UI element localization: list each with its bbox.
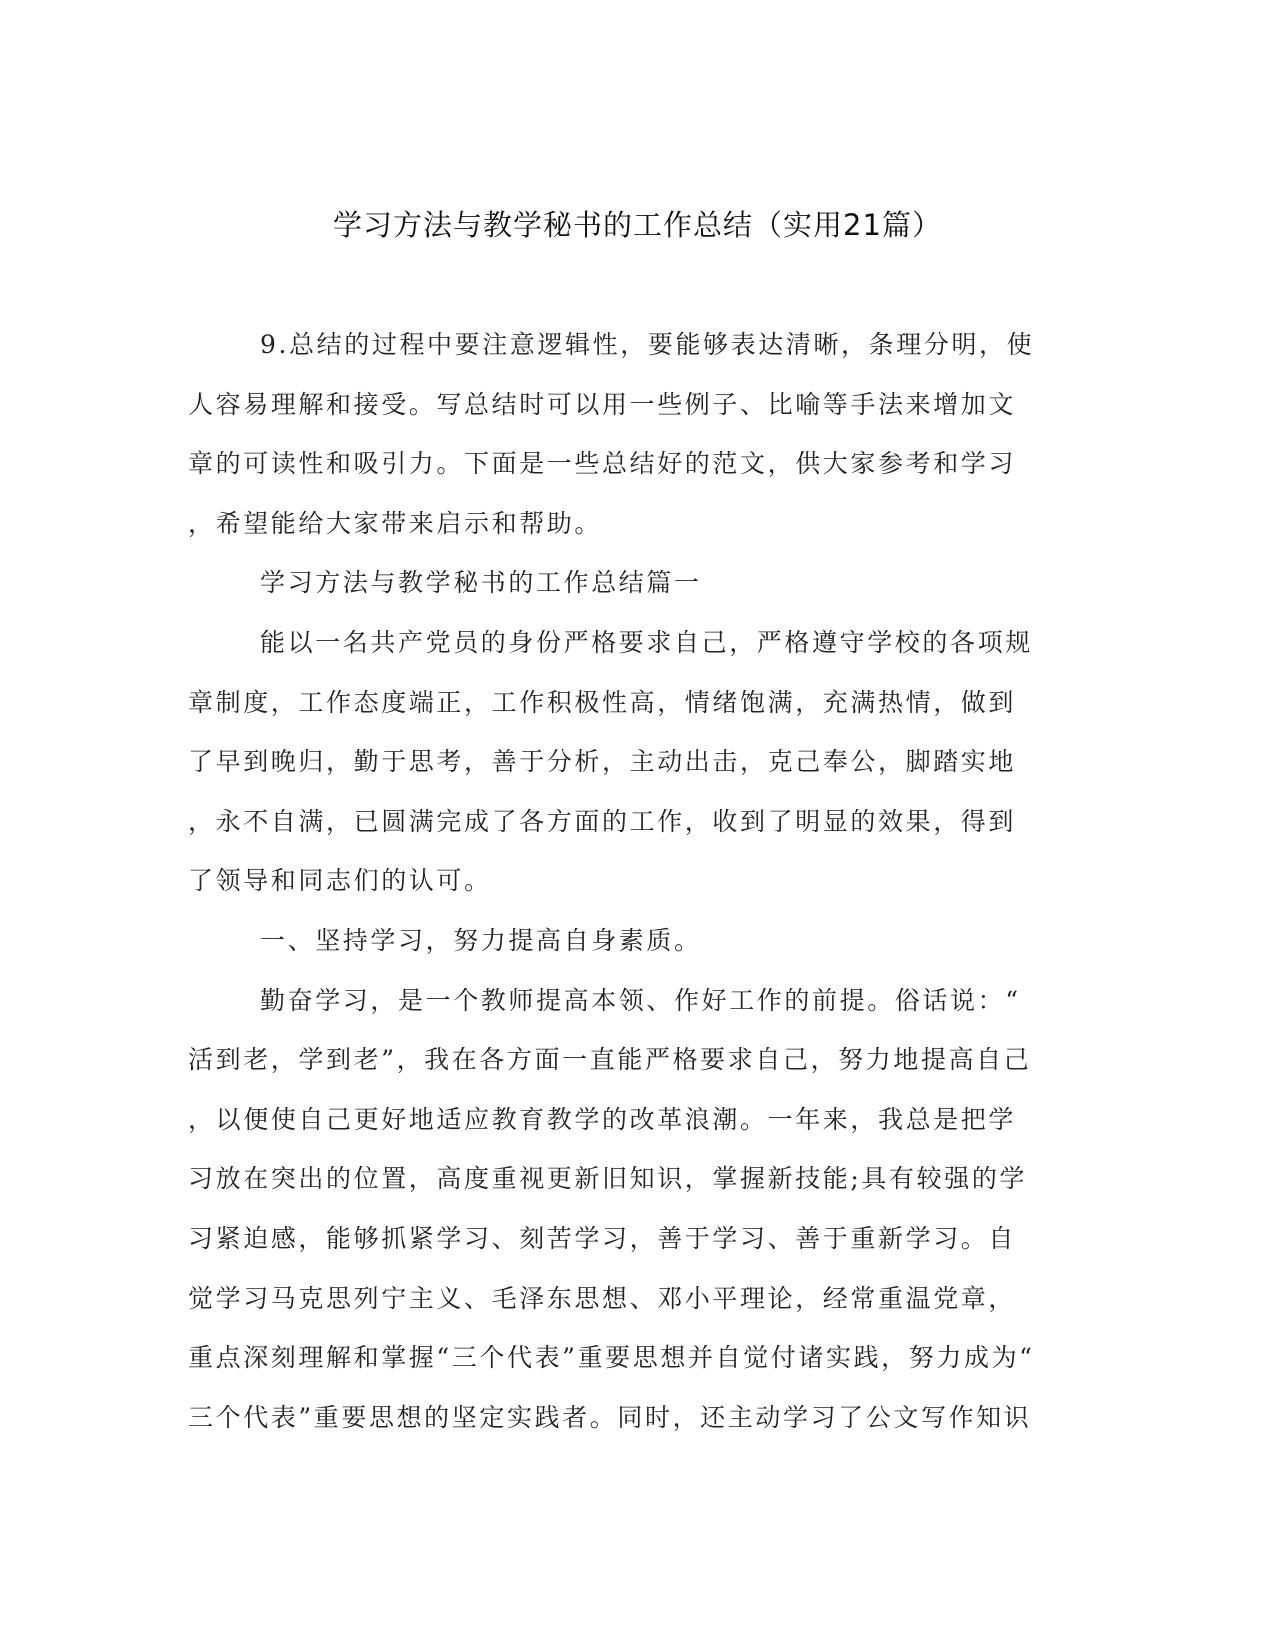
body-line: 章的可读性和吸引力。下面是一些总结好的范文，供大家参考和学习 [188,449,1017,479]
body-line: ，以便使自己更好地适应教育教学的改革浪潮。一年来，我总是把学 [188,1104,1017,1134]
body-line: 活到老，学到老”，我在各方面一直能严格要求自己，努力地提高自己 [188,1045,1032,1075]
body-line: 勤奋学习，是一个教师提高本领、作好工作的前提。俗话说：“ [260,985,1021,1015]
body-line: 能以一名共产党员的身份严格要求自己，严格遵守学校的各项规 [260,627,1033,657]
body-line: ，希望能给大家带来启示和帮助。 [188,508,603,538]
body-line: 学习方法与教学秘书的工作总结篇一 [260,568,702,598]
body-line: 觉学习马克思列宁主义、毛泽东思想、邓小平理论，经常重温党章， [188,1283,1017,1313]
body-line: 了早到晚归，勤于思考，善于分析，主动出击，克己奉公，脚踏实地 [188,747,1017,777]
body-line: ，永不自满，已圆满完成了各方面的工作，收到了明显的效果，得到 [188,806,1017,836]
document-title: 学习方法与教学秘书的工作总结（实用21篇） [333,208,942,242]
body-line: 三个代表”重要思想的坚定实践者。同时，还主动学习了公文写作知识 [188,1402,1032,1432]
body-line: 习放在突出的位置，高度重视更新旧知识，掌握新技能;具有较强的学 [188,1164,1028,1194]
body-line: 人容易理解和接受。写总结时可以用一些例子、比喻等手法来增加文 [188,389,1017,419]
document-body [188,330,1068,1462]
body-line: 章制度，工作态度端正，工作积极性高，情绪饱满，充满热情，做到 [188,687,1017,717]
body-line: 了领导和同志们的认可。 [188,866,492,896]
body-line: 习紧迫感，能够抓紧学习、刻苦学习，善于学习、善于重新学习。自 [188,1223,1017,1253]
body-line: 一、坚持学习，努力提高自身素质。 [260,925,702,955]
body-line: 重点深刻理解和掌握“三个代表”重要思想并自觉付诸实践，努力成为“ [188,1343,1035,1373]
body-line: 9.总结的过程中要注意逻辑性，要能够表达清晰，条理分明，使 [260,330,1035,359]
